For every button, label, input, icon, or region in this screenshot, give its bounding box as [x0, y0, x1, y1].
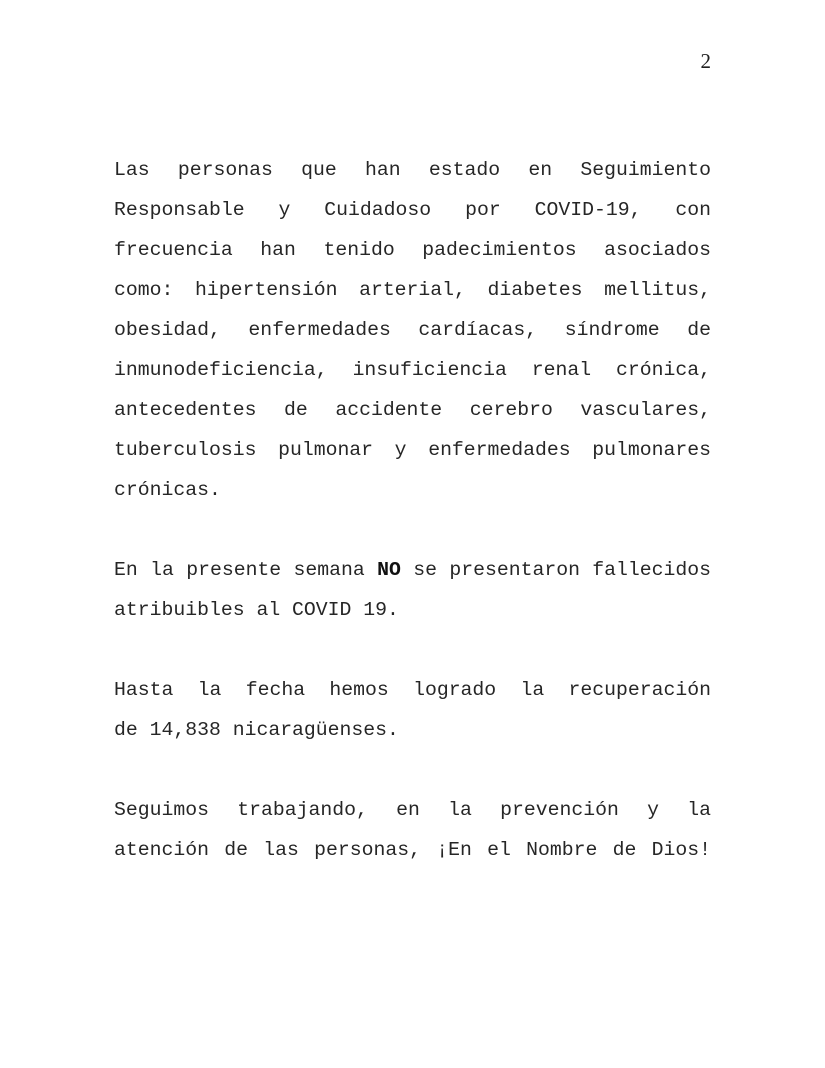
text-line: Responsable y Cuidadoso por COVID-19, con: [114, 199, 711, 221]
text-line: obesidad, enfermedades cardíacas, síndrome de: [114, 319, 711, 341]
text-line: atribuibles al COVID 19.: [114, 599, 399, 621]
text-line: frecuencia han tenido padecimientos asociados: [114, 239, 711, 261]
paragraph-seguimiento: [114, 150, 711, 510]
text-line: atención de las personas, ¡En el Nombre de Dios!: [114, 839, 711, 861]
text-line: de 14,838 nicaragüenses.: [114, 719, 399, 741]
text-line: Hasta la fecha hemos logrado la recuperación: [114, 679, 711, 701]
text-line: Seguimos trabajando, en la prevención y la: [114, 799, 711, 821]
text-line: crónicas.: [114, 479, 221, 501]
page-number: 2: [700, 49, 711, 73]
text-segment: se presentaron fallecidos: [400, 559, 712, 581]
text-line: [114, 550, 711, 590]
text-line: como: hipertensión arterial, diabetes mellitus,: [114, 279, 711, 301]
paragraph-fallecidos: [114, 550, 711, 630]
document-body: [114, 150, 711, 870]
paragraph-cierre: [114, 790, 711, 870]
text-line: Las personas que han estado en Seguimiento: [114, 159, 711, 181]
paragraph-recuperacion: [114, 670, 711, 750]
text-line: tuberculosis pulmonar y enfermedades pulmonares: [114, 439, 711, 461]
text-line: inmunodeficiencia, insuficiencia renal crónica,: [114, 359, 711, 381]
text-segment: En la presente semana: [114, 559, 378, 581]
text-segment-bold: NO: [377, 559, 401, 581]
text-line: antecedentes de accidente cerebro vasculares,: [114, 399, 711, 421]
